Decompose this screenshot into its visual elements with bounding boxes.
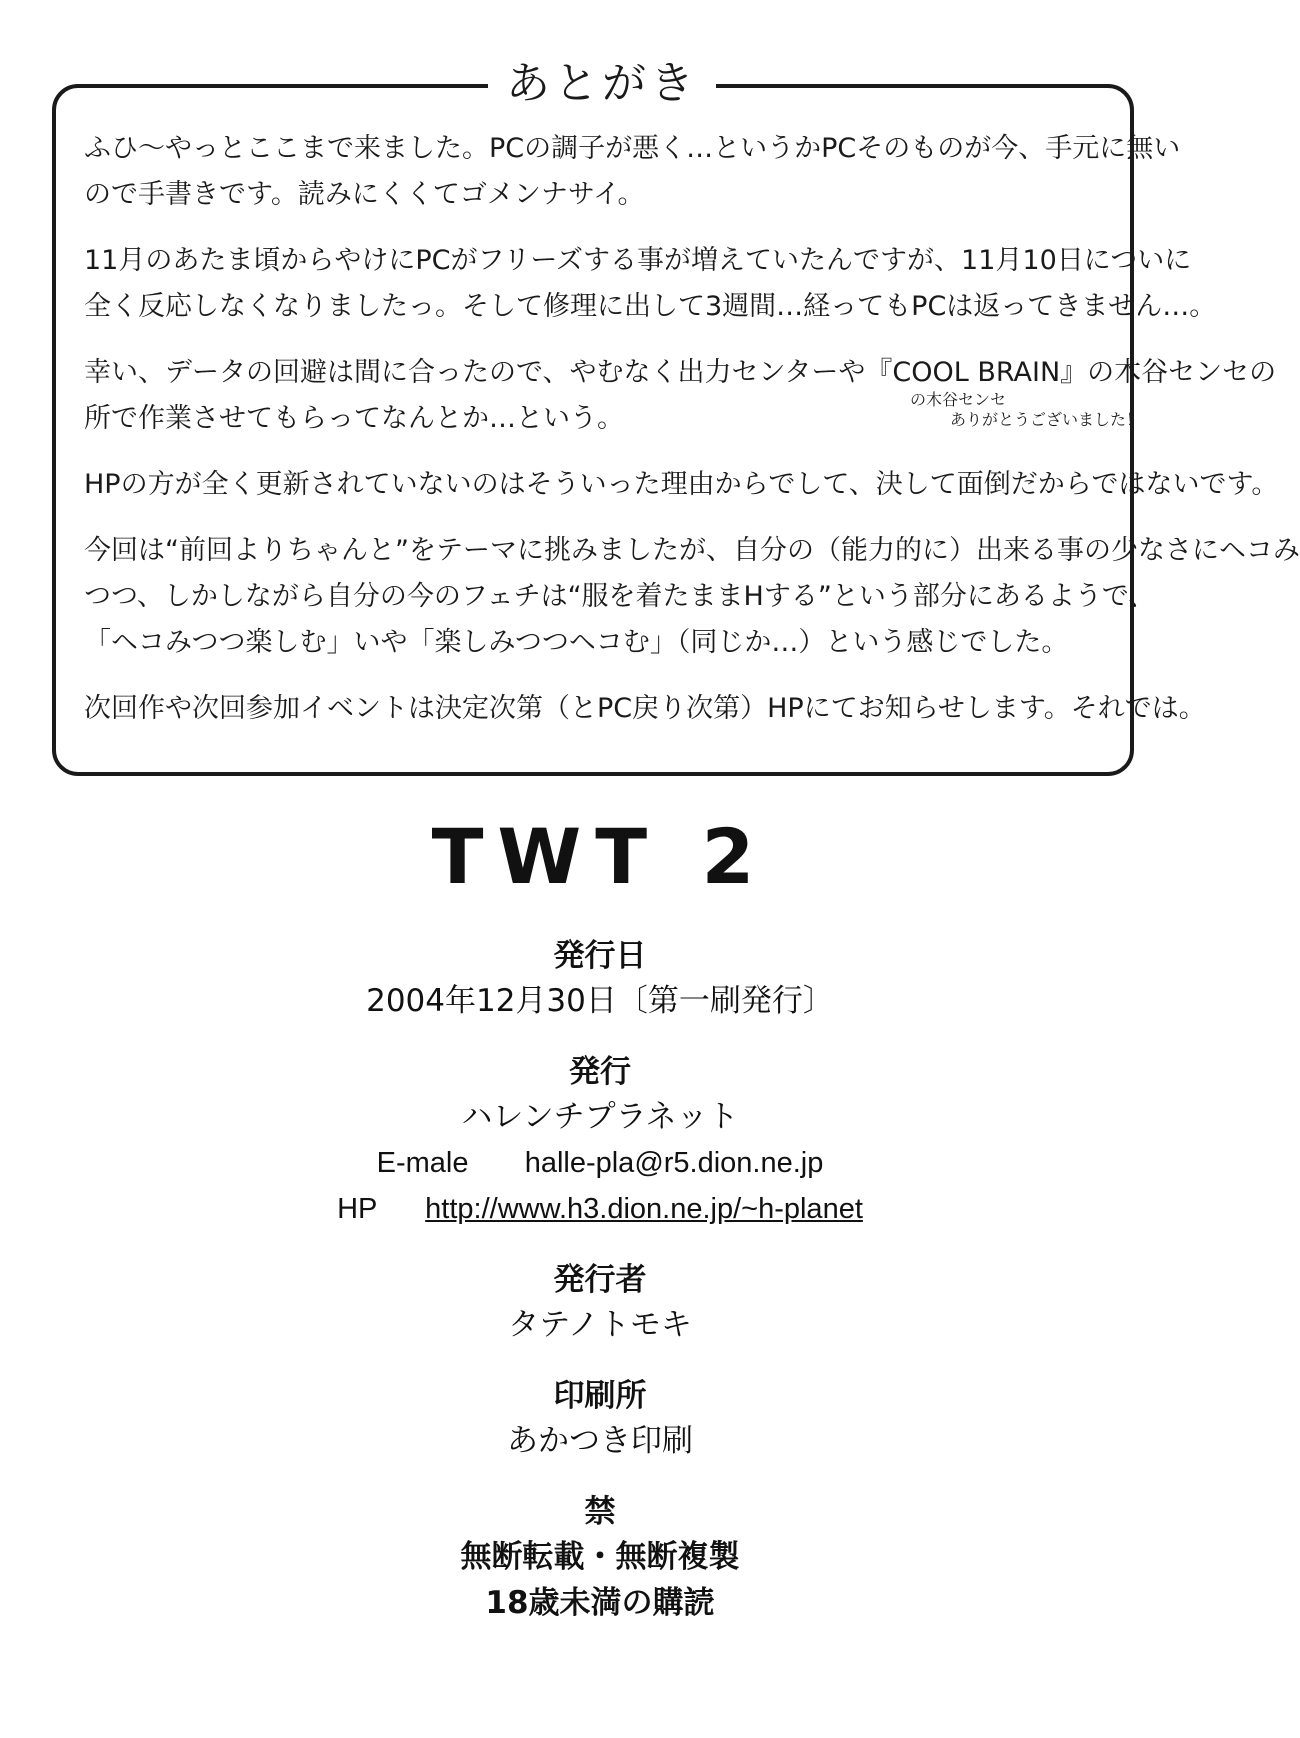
afterword-paragraph-3 (84, 350, 1277, 442)
afterword-line: 次回作や次回参加イベントは決定次第（とPC戻り次第）HPにてお知らせします。それでは。 (84, 693, 1206, 724)
afterword-line: つつ、しかしながら自分の今のフェチは“服を着たままHする”という部分にあるようで、 (84, 581, 1156, 612)
afterword-line: 11月のあたま頃からやけにPCがフリーズする事が増えていたんですが、11月10日についに (84, 245, 1192, 276)
hp-label: HP (337, 1193, 378, 1225)
side-note (910, 390, 1143, 430)
email-label: E-male (376, 1147, 469, 1179)
printer-label: 印刷所 (553, 1378, 647, 1414)
afterword-line: 全く反応しなくなりましたっ。そして修理に出して3週間…経ってもPCは返ってきません…。 (84, 291, 1217, 322)
prohibited-line-2: 18歳未満の購読 (485, 1585, 715, 1621)
prohibited-label: 禁 (584, 1494, 616, 1530)
afterword-line: HPの方が全く更新されていないのはそういった理由からでして、決して面倒だからではないです。 (84, 469, 1279, 500)
issue-date-block (0, 934, 1200, 1024)
side-note-line: の木谷センセ (910, 390, 1007, 409)
publisher-value: ハレンチプラネット (461, 1099, 739, 1135)
hp-row (0, 1186, 1200, 1232)
issuer-value: タテノトモキ (508, 1307, 692, 1343)
email-value: halle-pla@r5.dion.ne.jp (524, 1147, 824, 1179)
prohibited-block (0, 1490, 1200, 1626)
afterword-paragraph-5 (84, 528, 1300, 666)
afterword-line: 「ヘコみつつ楽しむ」いや「楽しみつつヘコむ」（同じか…）という感じでした。 (84, 627, 1069, 658)
email-row (0, 1140, 1200, 1186)
hp-link[interactable]: http://www.h3.dion.ne.jp/~h-planet (425, 1193, 863, 1225)
issue-date-label: 発行日 (553, 938, 647, 974)
afterword-line (84, 390, 1143, 442)
afterword-paragraph-4 (84, 462, 1279, 508)
publisher-block (0, 1050, 1200, 1232)
issuer-block (0, 1258, 1200, 1348)
side-note-line: ありがとうございました！ (950, 410, 1143, 429)
issuer-label: 発行者 (553, 1262, 647, 1298)
afterword-line: 今回は“前回よりちゃんと”をテーマに挑みましたが、自分の（能力的に）出来る事の少なさにヘコみ (84, 535, 1300, 566)
afterword-body (84, 126, 1300, 752)
publisher-label: 発行 (569, 1054, 631, 1090)
afterword-line: ふひ〜やっとここまで来ました。PCの調子が悪く…というかPCそのものが今、手元に無い (84, 133, 1181, 164)
prohibited-line-1: 無断転載・無断複製 (460, 1539, 740, 1575)
afterword-line: 幸い、データの回避は間に合ったので、やむなく出力センターや『COOL BRAIN』の木谷センセの (84, 357, 1277, 388)
afterword-title: あとがき (488, 58, 716, 110)
afterword-line: ので手書きです。読みにくくてゴメンナサイ。 (84, 179, 645, 210)
afterword-paragraph-6 (84, 686, 1206, 732)
book-title: TWT 2 (431, 812, 769, 901)
printer-block (0, 1374, 1200, 1464)
issue-date-value: 2004年12月30日〔第一刷発行〕 (366, 983, 834, 1019)
afterword-paragraph-1 (84, 126, 1181, 218)
colophon (0, 812, 1200, 1652)
afterword-paragraph-2 (84, 238, 1217, 330)
afterword-line-text: 所で作業させてもらってなんとか…という。 (84, 403, 624, 434)
printer-value: あかつき印刷 (507, 1423, 693, 1459)
